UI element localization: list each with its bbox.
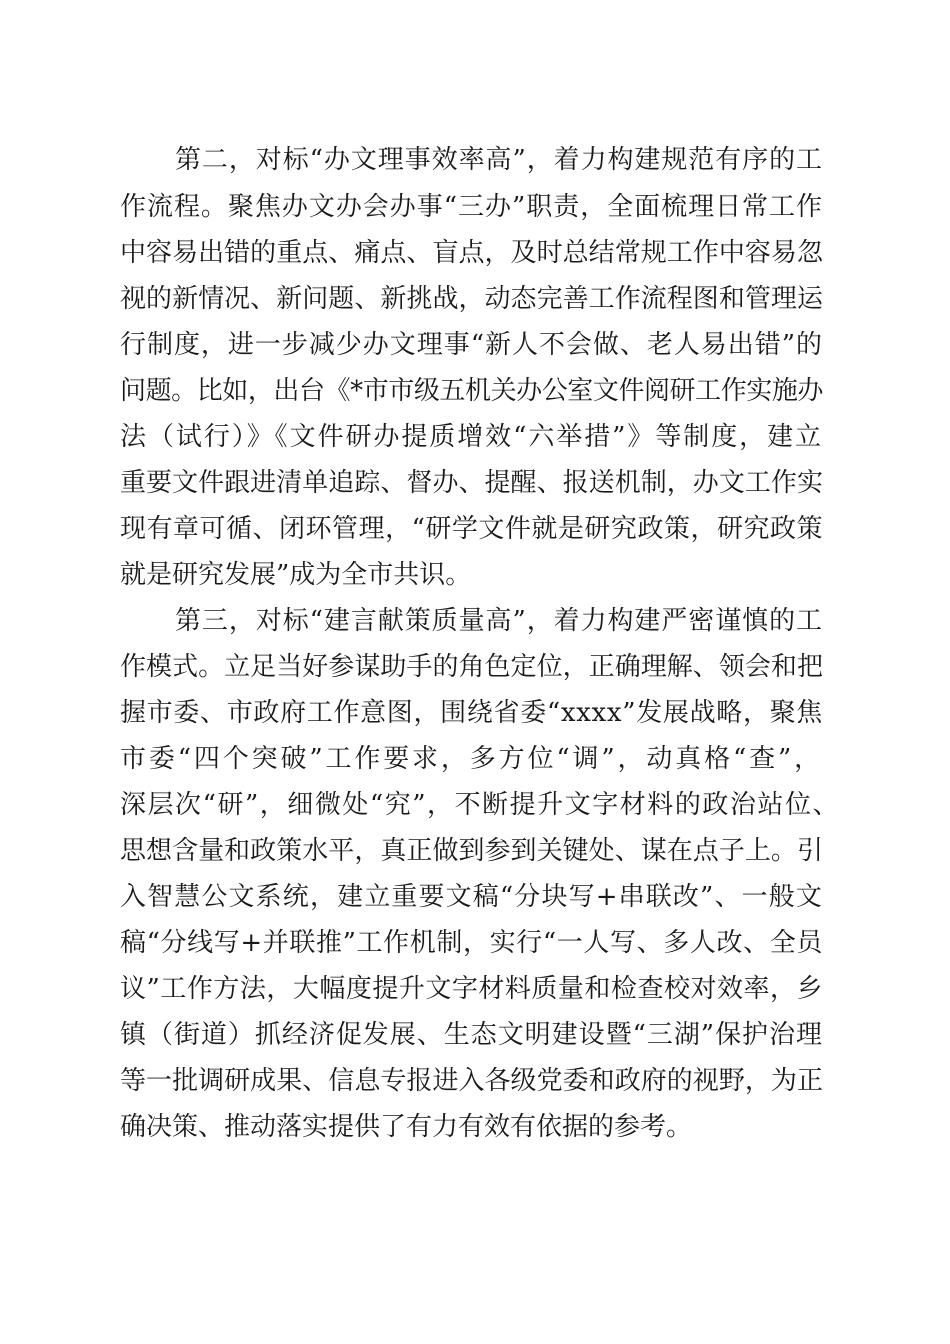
- text-line: 行制度，进一步减少办文理事“新人不会做、老人易出错”的: [120, 330, 823, 360]
- text-line: 视的新情况、新问题、新挑战，动态完善工作流程图和管理运: [120, 284, 823, 314]
- text-line: 作流程。聚焦办文办会办事“三办”职责，全面梳理日常工作: [120, 192, 823, 222]
- text-line: 现有章可循、闭环管理，“研学文件就是研究政策，研究政策: [120, 514, 823, 544]
- text-line: 第二，对标“办文理事效率高”，着力构建规范有序的工: [175, 145, 823, 175]
- text-line: 确决策、推动落实提供了有力有效有依据的参考。: [120, 1112, 693, 1142]
- text-line: 市委“四个突破”工作要求，多方位“调”，动真格“查”，: [120, 744, 823, 774]
- text-line: 法（试行）》《文件研办提质增效“六举措”》等制度，建立: [120, 422, 823, 452]
- text-line: 深层次“研”，细微处“究”，不断提升文字材料的政治站位、: [120, 790, 840, 820]
- text-line: 稿“分线写+并联推”工作机制，实行“一人写、多人改、全员: [120, 928, 823, 958]
- text-line: 就是研究发展”成为全市共识。: [120, 560, 472, 590]
- text-line: 议”工作方法，大幅度提升文字材料质量和检查校对效率，乡: [120, 974, 823, 1004]
- text-line: 入智慧公文系统，建立重要文稿“分块写+串联改”、一般文: [120, 882, 823, 912]
- text-line: 问题。比如，出台《*市市级五机关办公室文件阅研工作实施办: [120, 376, 823, 406]
- text-line: 等一批调研成果、信息专报进入各级党委和政府的视野，为正: [120, 1066, 823, 1096]
- text-line: 握市委、市政府工作意图，围绕省委“xxxx”发展战略，聚焦: [120, 698, 823, 728]
- text-line: 第三，对标“建言献策质量高”，着力构建严密谨慎的工: [175, 606, 823, 636]
- text-line: 中容易出错的重点、痛点、盲点，及时总结常规工作中容易忽: [120, 238, 823, 268]
- text-line: 镇（街道）抓经济促发展、生态文明建设暨“三湖”保护治理: [120, 1020, 823, 1050]
- text-line: 作模式。立足当好参谋助手的角色定位，正确理解、领会和把: [120, 652, 823, 682]
- text-line: 重要文件跟进清单追踪、督办、提醒、报送机制，办文工作实: [120, 468, 823, 498]
- text-line: 思想含量和政策水平，真正做到参到关键处、谋在点子上。引: [120, 836, 823, 866]
